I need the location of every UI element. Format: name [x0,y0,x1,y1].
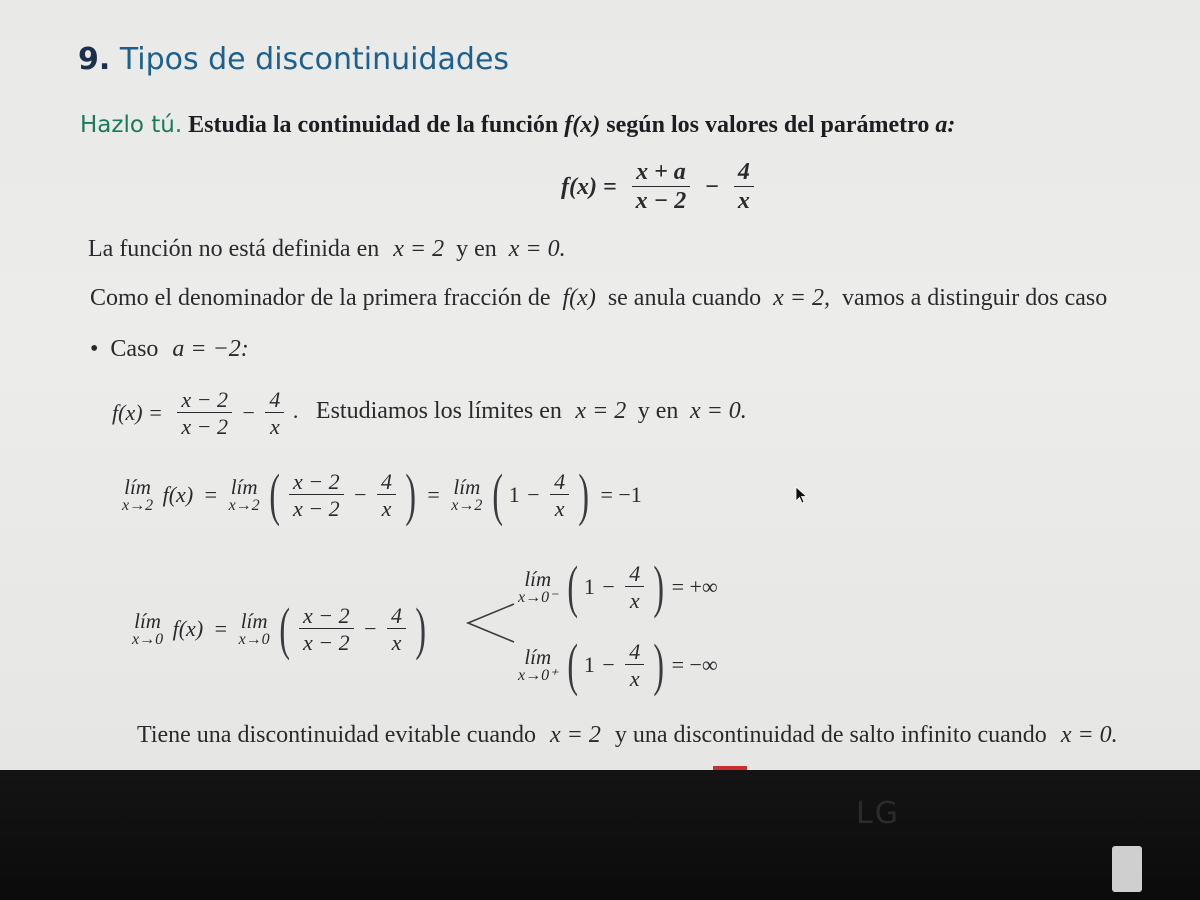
fraction-denominator: x − 2 [181,414,228,440]
paragraph-text: La función no está definida en [88,236,380,262]
equals-sign: = [427,482,440,507]
fraction-numerator: x − 2 [177,388,232,413]
limit-operator [518,566,558,606]
section-title-text: Tipos de discontinuidades [119,42,510,77]
limit-subscript: x→2 [451,496,483,514]
limit-word: lím [134,608,161,633]
limit-word: lím [524,644,552,669]
limit-result: = −1 [600,482,642,507]
left-limit-at-0 [518,554,724,619]
period: . [292,398,299,424]
fraction [265,388,284,438]
paragraph-text: y en [637,398,679,425]
paragraph-domain [88,236,566,263]
main-eq-fraction-2 [734,160,754,214]
fraction-numerator: 4 [387,604,406,629]
paragraph-text: Tiene una discontinuidad evitable cuando [137,722,537,748]
section-title [78,42,509,77]
fraction [299,604,354,654]
fraction-numerator: 4 [377,470,396,495]
fraction-denominator: x [554,496,565,521]
paragraph-cases [90,285,1107,312]
paragraph-text: Estudiamos los límites en [315,398,562,425]
limit-subscript: x→0 [132,630,164,648]
fraction-numerator: x − 2 [299,604,354,629]
right-parenthesis: ) [578,462,589,527]
fraction-numerator: 4 [265,388,284,413]
limit-subscript: x→0⁻ [518,588,558,606]
fraction [625,562,644,612]
case-heading [90,336,249,363]
equation-inline: x = 2 [550,722,601,748]
left-parenthesis: ( [492,462,503,527]
equation-inline: x = 0. [508,236,566,262]
exercise-text-2: según los valores del parámetro [606,112,930,138]
exercise-parameter: a: [935,112,956,138]
right-parenthesis: ) [404,462,416,527]
function-inline: f(x) [562,285,596,311]
constant-one: 1 [583,574,595,599]
equation-inline: x = 0. [689,398,747,425]
main-equation [555,160,757,214]
limit-subscript: x→0 [238,630,270,648]
right-parenthesis: ) [653,632,664,697]
minus-sign: − [354,482,367,507]
fraction [377,470,396,520]
limit-subscript: x→2 [228,496,260,514]
fraction [289,470,344,520]
limit-operator [451,474,483,514]
limit-operator [122,474,154,514]
limit-word: lím [453,474,481,499]
bullet-point: • [90,336,99,362]
constant-one: 1 [508,482,520,507]
left-parenthesis: ( [567,554,579,619]
fraction [550,470,569,520]
fraction [625,640,644,690]
fraction-denominator: x [270,414,280,440]
limit-word: lím [524,566,552,591]
main-eq-fraction-1 [632,160,691,214]
paragraph-text: Como el denominador de la primera fracción de [90,285,551,311]
monitor-bezel [0,770,1200,900]
minus-sign: − [527,482,540,507]
equation-inline: x = 2, [773,285,830,311]
fraction [387,604,406,654]
fraction-numerator: 4 [734,160,754,187]
fraction [177,388,232,438]
fraction-denominator: x − 2 [303,630,350,655]
paragraph-text: vamos a distinguir dos caso [841,285,1108,311]
limit-subscript: x→0⁺ [518,666,558,684]
fraction-denominator: x [381,496,392,521]
function-inline: f(x) [162,482,194,507]
fraction-denominator: x [629,666,640,691]
limit-word: lím [230,474,258,499]
fraction-denominator: x − 2 [293,496,340,521]
right-parenthesis: ) [653,554,664,619]
paragraph-text: y una discontinuidad de salto infinito cuando [614,722,1047,748]
exercise-function: f(x) [564,112,601,138]
limit-operator [228,474,260,514]
fraction-denominator: x − 2 [635,188,687,215]
limit-operator [132,608,164,648]
fraction-numerator: x + a [632,160,691,187]
constant-one: 1 [583,652,595,677]
section-number: 9. [78,42,111,77]
function-inline: f(x) [172,616,204,641]
branch-bracket-icon [462,598,522,648]
case-equation: a = −2: [172,336,249,362]
left-parenthesis: ( [279,596,291,661]
fraction-numerator: 4 [550,470,569,495]
eq-lhs: f(x) = [112,400,163,426]
equation-inline: x = 0. [1060,722,1118,748]
fraction-numerator: 4 [625,562,644,587]
minus-sign: − [705,173,719,200]
minus-sign: − [602,574,615,599]
limit-word: lím [124,474,151,499]
conclusion-paragraph [137,722,1118,749]
power-indicator [713,766,747,770]
limit-subscript: x→2 [122,496,154,514]
limit-word: lím [240,608,268,633]
fraction-denominator: x [737,188,750,215]
left-parenthesis: ( [269,462,281,527]
exercise-text: Estudia la continuidad de la función [188,112,559,138]
function-for-case [112,388,747,438]
monitor-brand-logo: LG [856,796,900,831]
limit-at-2 [122,462,648,527]
limit-result: = −∞ [671,652,718,677]
fraction-numerator: 4 [625,640,644,665]
exercise-lead: Hazlo tú. [80,112,183,138]
fraction-denominator: x [391,630,402,655]
limit-operator [518,644,558,684]
fraction-numerator: x − 2 [289,470,344,495]
minus-sign: − [364,616,377,641]
right-limit-at-0 [518,632,724,697]
minus-sign: − [602,652,615,677]
equation-inline: x = 2 [393,236,445,262]
equation-inline: x = 2 [575,398,627,425]
fraction-denominator: x [629,588,640,613]
right-parenthesis: ) [414,596,426,661]
paragraph-text: y en [456,236,497,262]
case-label: Caso [110,336,159,362]
mouse-cursor-icon [795,486,809,504]
limit-result: = +∞ [671,574,718,599]
main-eq-lhs: f(x) = [561,173,617,200]
equals-sign: = [204,482,218,507]
equals-sign: = [214,616,228,641]
minus-sign: − [242,400,255,426]
paragraph-text: se anula cuando [607,285,762,311]
left-parenthesis: ( [567,632,579,697]
limit-at-0 [132,596,426,661]
limit-operator [238,608,270,648]
exercise-statement [80,112,955,139]
monitor-sticker [1112,846,1142,892]
